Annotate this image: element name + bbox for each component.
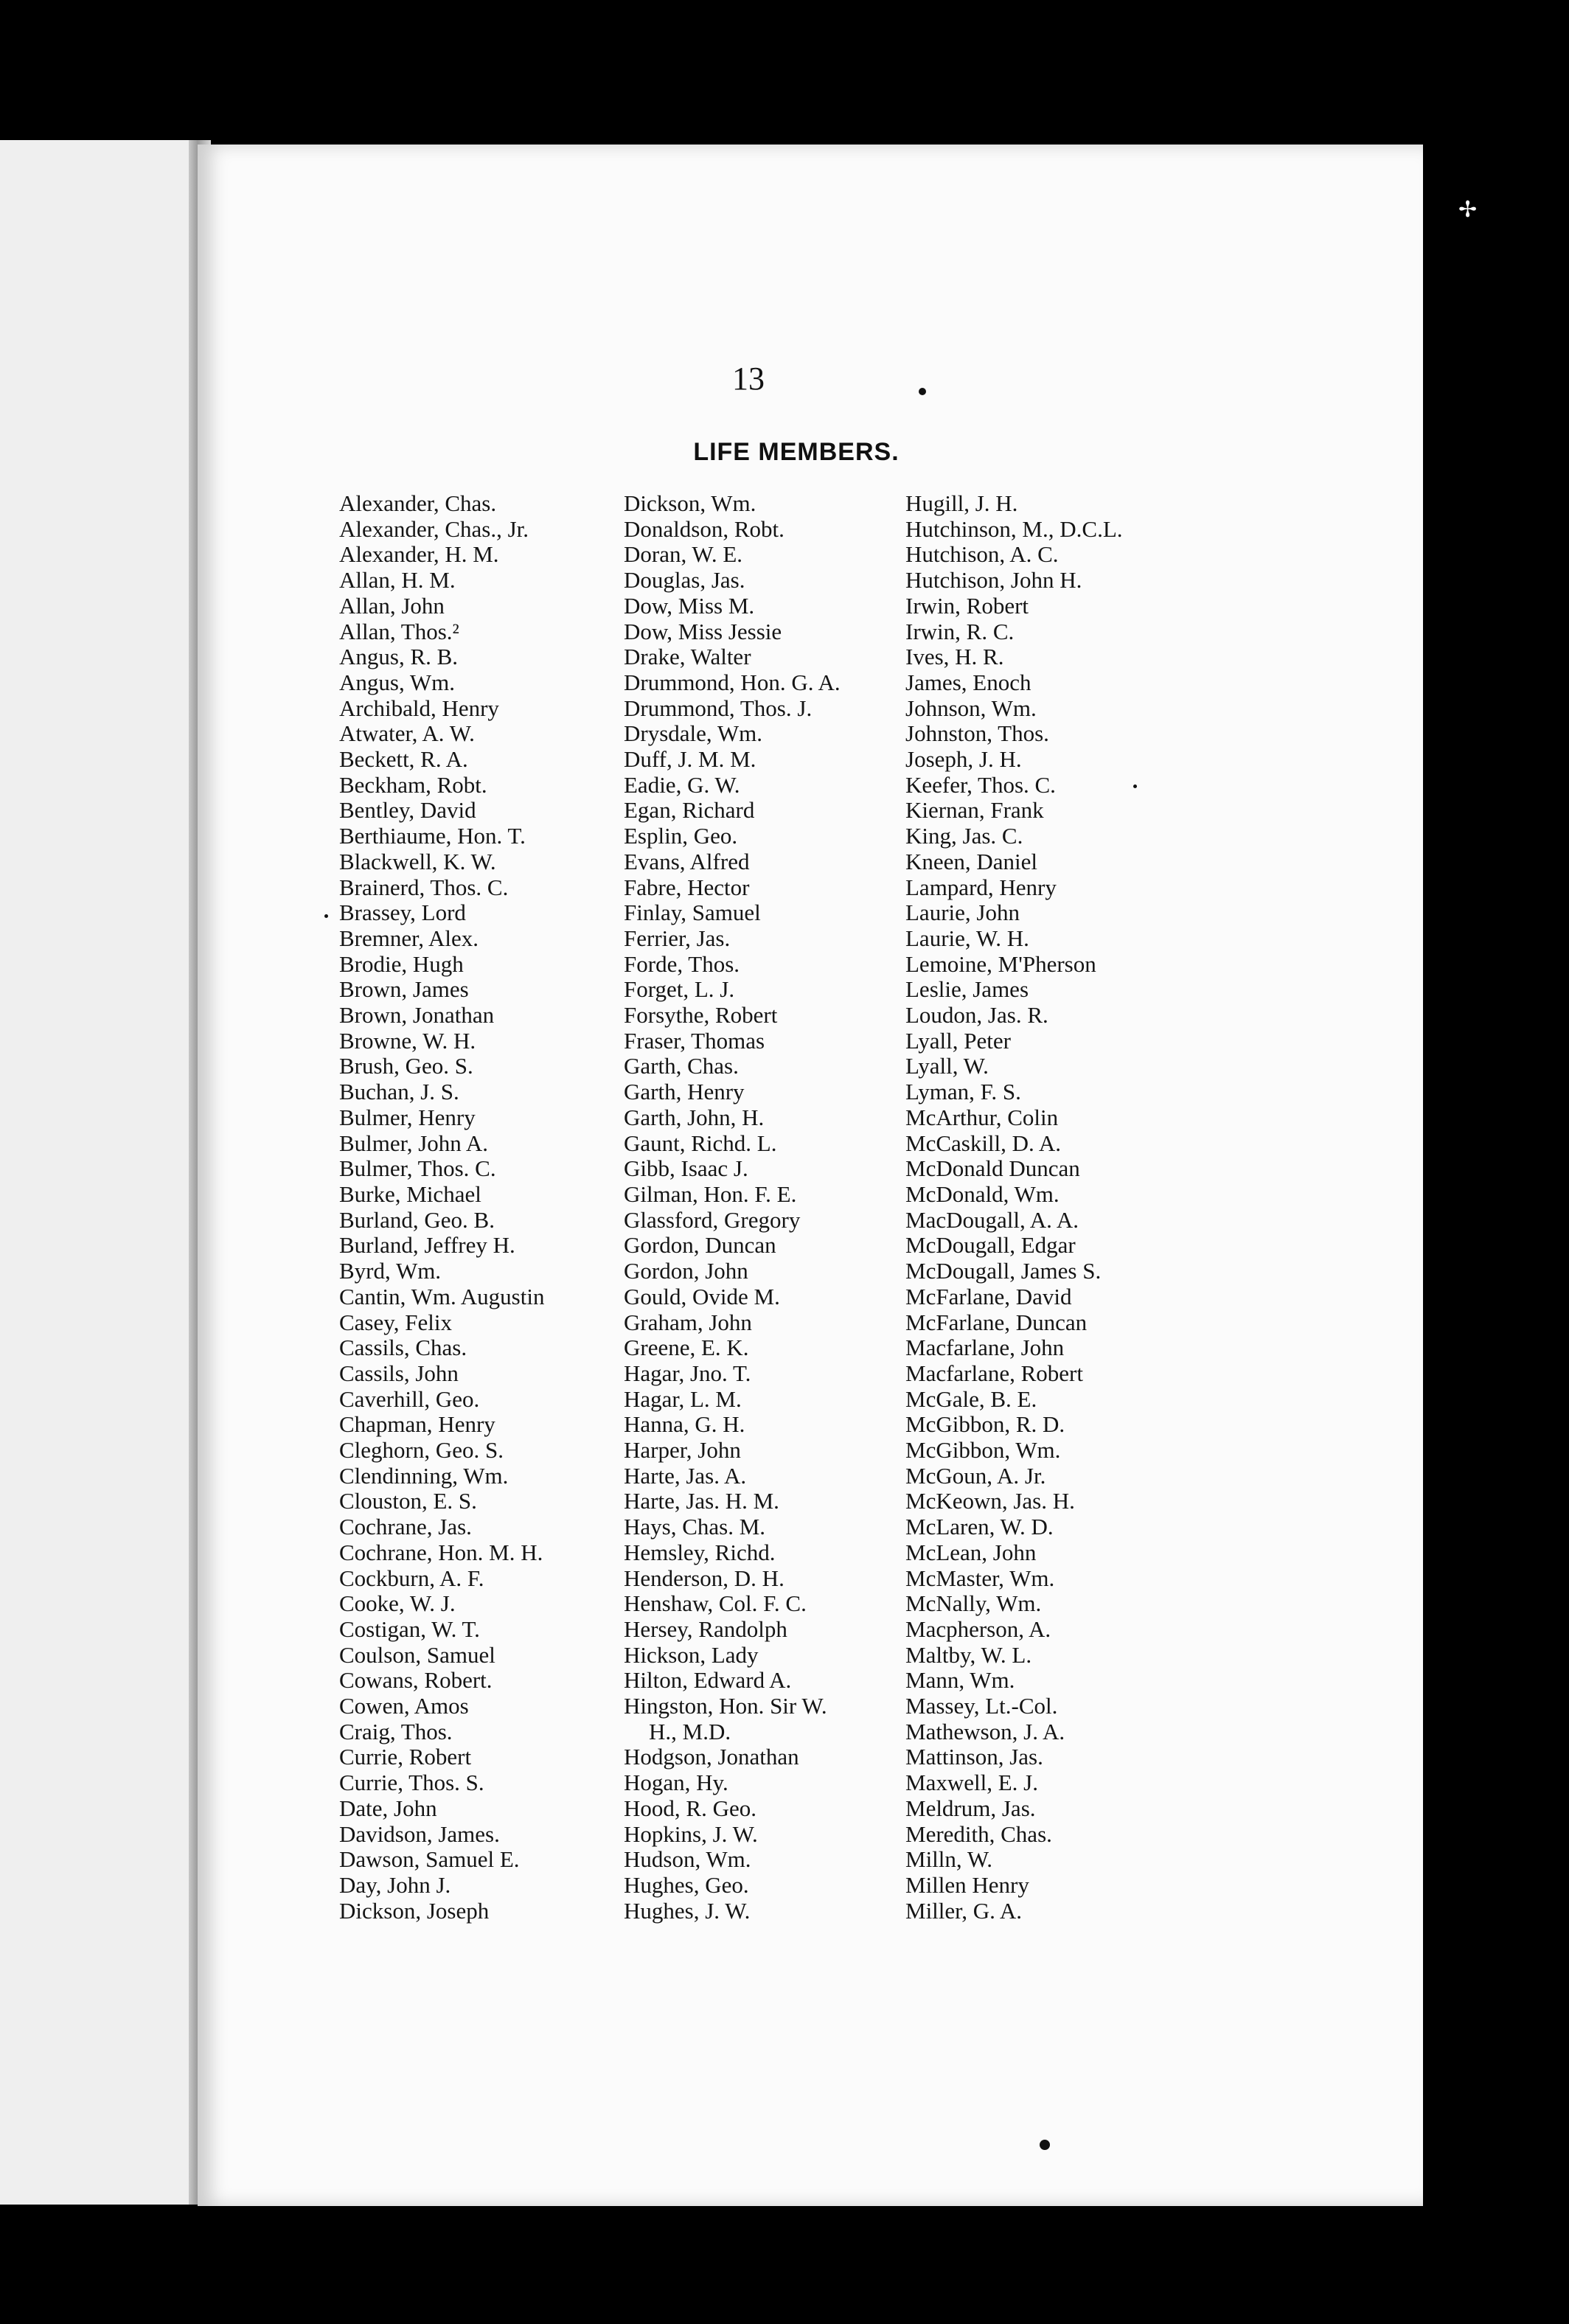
member-name: Finlay, Samuel — [624, 900, 761, 926]
member-name: Bremner, Alex. — [339, 925, 479, 951]
member-name: Gould, Ovide M. — [624, 1283, 780, 1309]
member-name: Gordon, Duncan — [624, 1232, 776, 1259]
member-name: Duff, J. M. M. — [624, 746, 756, 773]
member-name: James, Enoch — [905, 669, 1031, 695]
member-name: Hudson, Wm. — [624, 1846, 751, 1873]
member-name: Alexander, Chas. — [339, 490, 497, 516]
member-name: Date, John — [339, 1795, 437, 1821]
member-name: Hagar, Jno. T. — [624, 1360, 751, 1386]
member-name: Henderson, D. H. — [624, 1565, 784, 1591]
member-name: Forde, Thos. — [624, 950, 740, 977]
member-name: Laurie, John — [905, 900, 1020, 926]
member-name: McDonald, Wm. — [905, 1180, 1060, 1207]
member-name: Graham, John — [624, 1309, 752, 1335]
member-name: Hingston, Hon. Sir W. — [624, 1693, 827, 1719]
member-name: Craig, Thos. — [339, 1718, 453, 1744]
member-name: Bulmer, Henry — [339, 1104, 476, 1130]
member-name: Macfarlane, John — [905, 1335, 1065, 1361]
member-name: Loudon, Jas. R. — [905, 1002, 1048, 1029]
member-name: McDougall, James S. — [905, 1258, 1102, 1284]
member-name: McGibbon, Wm. — [905, 1437, 1061, 1464]
member-name: Hemsley, Richd. — [624, 1539, 776, 1565]
member-name: Harper, John — [624, 1437, 741, 1464]
member-name: Hanna, G. H. — [624, 1411, 745, 1438]
member-name: Hopkins, J. W. — [624, 1820, 758, 1847]
member-name: Hilton, Edward A. — [624, 1667, 792, 1694]
member-name: Maltby, W. L. — [905, 1641, 1032, 1668]
member-name: Hutchison, A. C. — [905, 541, 1059, 568]
member-name: Forget, L. J. — [624, 976, 735, 1003]
member-name: Cooke, W. J. — [339, 1590, 456, 1617]
member-name: Mathewson, J. A. — [905, 1718, 1065, 1744]
member-name: Mattinson, Jas. — [905, 1744, 1043, 1770]
member-name: Atwater, A. W. — [339, 720, 475, 747]
member-name: Caverhill, Geo. — [339, 1385, 480, 1412]
member-name: Brassey, Lord — [339, 900, 466, 926]
ink-speck — [1040, 2140, 1050, 2150]
member-name: Cowen, Amos — [339, 1693, 469, 1719]
member-name: McLean, John — [905, 1539, 1037, 1565]
member-name: Macfarlane, Robert — [905, 1360, 1083, 1386]
member-name: Garth, Henry — [624, 1079, 745, 1105]
member-name: Dickson, Joseph — [339, 1897, 490, 1924]
ink-speck — [1133, 784, 1137, 788]
member-name: Cleghorn, Geo. S. — [339, 1437, 504, 1464]
member-name: Maxwell, E. J. — [905, 1770, 1038, 1796]
members-column-1 — [339, 491, 544, 1924]
member-name: Coulson, Samuel — [339, 1641, 495, 1668]
members-column-3 — [905, 491, 1123, 1924]
member-name: Evans, Alfred — [624, 848, 750, 874]
member-name: Drake, Walter — [624, 644, 751, 670]
member-name: Gordon, John — [624, 1258, 748, 1284]
member-name: Burke, Michael — [339, 1180, 481, 1207]
member-name: Doran, W. E. — [624, 541, 743, 568]
member-name: Brown, James — [339, 976, 469, 1003]
members-column-2 — [624, 491, 841, 1924]
member-name: Cassils, John — [339, 1360, 459, 1386]
member-name: Mann, Wm. — [905, 1667, 1015, 1694]
member-name: Hutchison, John H. — [905, 567, 1082, 594]
member-name: Bulmer, Thos. C. — [339, 1155, 496, 1182]
member-name: McKeown, Jas. H. — [905, 1488, 1075, 1514]
member-name: Dawson, Samuel E. — [339, 1846, 520, 1873]
member-name: Fabre, Hector — [624, 874, 750, 900]
member-name: Hickson, Lady — [624, 1641, 759, 1668]
member-name: McFarlane, Duncan — [905, 1309, 1088, 1335]
member-name: Allan, Thos.² — [339, 618, 459, 644]
member-name: Archibald, Henry — [339, 695, 499, 721]
member-name: Buchan, J. S. — [339, 1079, 459, 1105]
member-name: Johnson, Wm. — [905, 695, 1037, 721]
member-name: H., M.D. — [649, 1718, 731, 1744]
member-name: Esplin, Geo. — [624, 823, 738, 849]
member-name: Brush, Geo. S. — [339, 1053, 473, 1079]
member-name: Gibb, Isaac J. — [624, 1155, 748, 1182]
member-name: McCaskill, D. A. — [905, 1130, 1061, 1156]
member-name: Burland, Jeffrey H. — [339, 1232, 515, 1259]
member-name: Dow, Miss Jessie — [624, 618, 782, 644]
member-name: Casey, Felix — [339, 1309, 452, 1335]
member-name: Hutchinson, M., D.C.L. — [905, 515, 1123, 542]
member-name: McFarlane, David — [905, 1283, 1072, 1309]
member-name: Laurie, W. H. — [905, 925, 1029, 951]
member-name: Drummond, Thos. J. — [624, 695, 813, 721]
member-name: Harte, Jas. A. — [624, 1462, 747, 1489]
member-name: Currie, Thos. S. — [339, 1770, 484, 1796]
member-name: Harte, Jas. H. M. — [624, 1488, 779, 1514]
member-name: Byrd, Wm. — [339, 1258, 442, 1284]
member-name: McLaren, W. D. — [905, 1514, 1054, 1540]
page-number: 13 — [732, 361, 765, 397]
member-name: Hughes, Geo. — [624, 1871, 749, 1898]
member-name: Allan, John — [339, 592, 445, 619]
member-name: Greene, E. K. — [624, 1335, 749, 1361]
member-name: Drysdale, Wm. — [624, 720, 762, 747]
member-name: Cowans, Robert. — [339, 1667, 493, 1694]
member-name: Allan, H. M. — [339, 567, 456, 594]
member-name: Joseph, J. H. — [905, 746, 1022, 773]
member-name: Drummond, Hon. G. A. — [624, 669, 841, 695]
member-name: Beckett, R. A. — [339, 746, 468, 773]
member-name: Meldrum, Jas. — [905, 1795, 1036, 1821]
member-name: Massey, Lt.-Col. — [905, 1693, 1058, 1719]
member-name: Cochrane, Jas. — [339, 1514, 472, 1540]
member-name: Hagar, L. M. — [624, 1385, 742, 1412]
member-name: Gilman, Hon. F. E. — [624, 1180, 797, 1207]
member-name: Garth, Chas. — [624, 1053, 739, 1079]
member-name: Clouston, E. S. — [339, 1488, 477, 1514]
member-name: Cantin, Wm. Augustin — [339, 1283, 545, 1309]
member-name: Hays, Chas. M. — [624, 1514, 766, 1540]
member-name: Kneen, Daniel — [905, 848, 1038, 874]
member-name: Hogan, Hy. — [624, 1770, 728, 1796]
member-name: Berthiaume, Hon. T. — [339, 823, 526, 849]
member-name: McDougall, Edgar — [905, 1232, 1076, 1259]
member-name: Beckham, Robt. — [339, 771, 487, 798]
member-name: Kiernan, Frank — [905, 797, 1044, 824]
member-name: Blackwell, K. W. — [339, 848, 496, 874]
member-name: Meredith, Chas. — [905, 1820, 1052, 1847]
member-name: Costigan, W. T. — [339, 1615, 480, 1642]
member-name: Irwin, R. C. — [905, 618, 1015, 644]
member-name: Chapman, Henry — [339, 1411, 495, 1438]
member-name: Irwin, Robert — [905, 592, 1029, 619]
member-name: Hersey, Randolph — [624, 1615, 787, 1642]
ink-speck — [324, 914, 328, 918]
member-name: Leslie, James — [905, 976, 1029, 1003]
member-name: Burland, Geo. B. — [339, 1206, 495, 1233]
member-name: Donaldson, Robt. — [624, 515, 784, 542]
member-name: Browne, W. H. — [339, 1027, 476, 1054]
member-name: Forsythe, Robert — [624, 1002, 778, 1029]
member-name: MacDougall, A. A. — [905, 1206, 1079, 1233]
member-name: Lampard, Henry — [905, 874, 1057, 900]
member-name: Lyman, F. S. — [905, 1079, 1021, 1105]
page-corner-mark: ✢ — [1458, 198, 1478, 222]
member-name: Henshaw, Col. F. C. — [624, 1590, 807, 1617]
member-name: McNally, Wm. — [905, 1590, 1042, 1617]
member-name: Davidson, James. — [339, 1820, 500, 1847]
member-name: Glassford, Gregory — [624, 1206, 801, 1233]
member-name: McDonald Duncan — [905, 1155, 1080, 1182]
member-name: McGoun, A. Jr. — [905, 1462, 1046, 1489]
member-name: Clendinning, Wm. — [339, 1462, 509, 1489]
member-name: Lyall, Peter — [905, 1027, 1011, 1054]
member-name: Cochrane, Hon. M. H. — [339, 1539, 543, 1565]
member-name: Milln, W. — [905, 1846, 993, 1873]
member-name: Douglas, Jas. — [624, 567, 745, 594]
member-name: Bentley, David — [339, 797, 476, 824]
member-name: Brodie, Hugh — [339, 950, 464, 977]
member-name: McArthur, Colin — [905, 1104, 1059, 1130]
member-name: Ives, H. R. — [905, 644, 1004, 670]
member-name: McMaster, Wm. — [905, 1565, 1055, 1591]
member-name: King, Jas. C. — [905, 823, 1023, 849]
member-name: Johnston, Thos. — [905, 720, 1049, 747]
member-name: Cassils, Chas. — [339, 1335, 467, 1361]
member-name: Angus, Wm. — [339, 669, 456, 695]
member-name: Hugill, J. H. — [905, 490, 1018, 516]
member-name: McGale, B. E. — [905, 1385, 1037, 1412]
member-name: Ferrier, Jas. — [624, 925, 731, 951]
facing-page — [0, 140, 193, 2205]
member-name: Keefer, Thos. C. — [905, 771, 1056, 798]
member-name: Alexander, H. M. — [339, 541, 499, 568]
member-name: Miller, G. A. — [905, 1897, 1023, 1924]
member-name: McGibbon, R. D. — [905, 1411, 1065, 1438]
member-name: Lemoine, M'Pherson — [905, 950, 1096, 977]
member-name: Alexander, Chas., Jr. — [339, 515, 529, 542]
section-heading: LIFE MEMBERS. — [693, 438, 900, 466]
member-name: Egan, Richard — [624, 797, 755, 824]
member-name: Hodgson, Jonathan — [624, 1744, 799, 1770]
member-name: Hughes, J. W. — [624, 1897, 751, 1924]
member-name: Hood, R. Geo. — [624, 1795, 756, 1821]
member-name: Macpherson, A. — [905, 1615, 1051, 1642]
member-name: Dickson, Wm. — [624, 490, 756, 516]
member-name: Bulmer, John A. — [339, 1130, 488, 1156]
member-name: Gaunt, Richd. L. — [624, 1130, 777, 1156]
member-name: Eadie, G. W. — [624, 771, 740, 798]
member-name: Brown, Jonathan — [339, 1002, 495, 1029]
member-name: Day, John J. — [339, 1871, 451, 1898]
ink-speck — [919, 388, 926, 395]
member-name: Fraser, Thomas — [624, 1027, 765, 1054]
member-name: Cockburn, A. F. — [339, 1565, 484, 1591]
member-name: Garth, John, H. — [624, 1104, 765, 1130]
member-name: Brainerd, Thos. C. — [339, 874, 509, 900]
member-name: Millen Henry — [905, 1871, 1029, 1898]
member-name: Dow, Miss M. — [624, 592, 755, 619]
member-name: Currie, Robert — [339, 1744, 472, 1770]
member-name: Lyall, W. — [905, 1053, 989, 1079]
member-name: Angus, R. B. — [339, 644, 459, 670]
